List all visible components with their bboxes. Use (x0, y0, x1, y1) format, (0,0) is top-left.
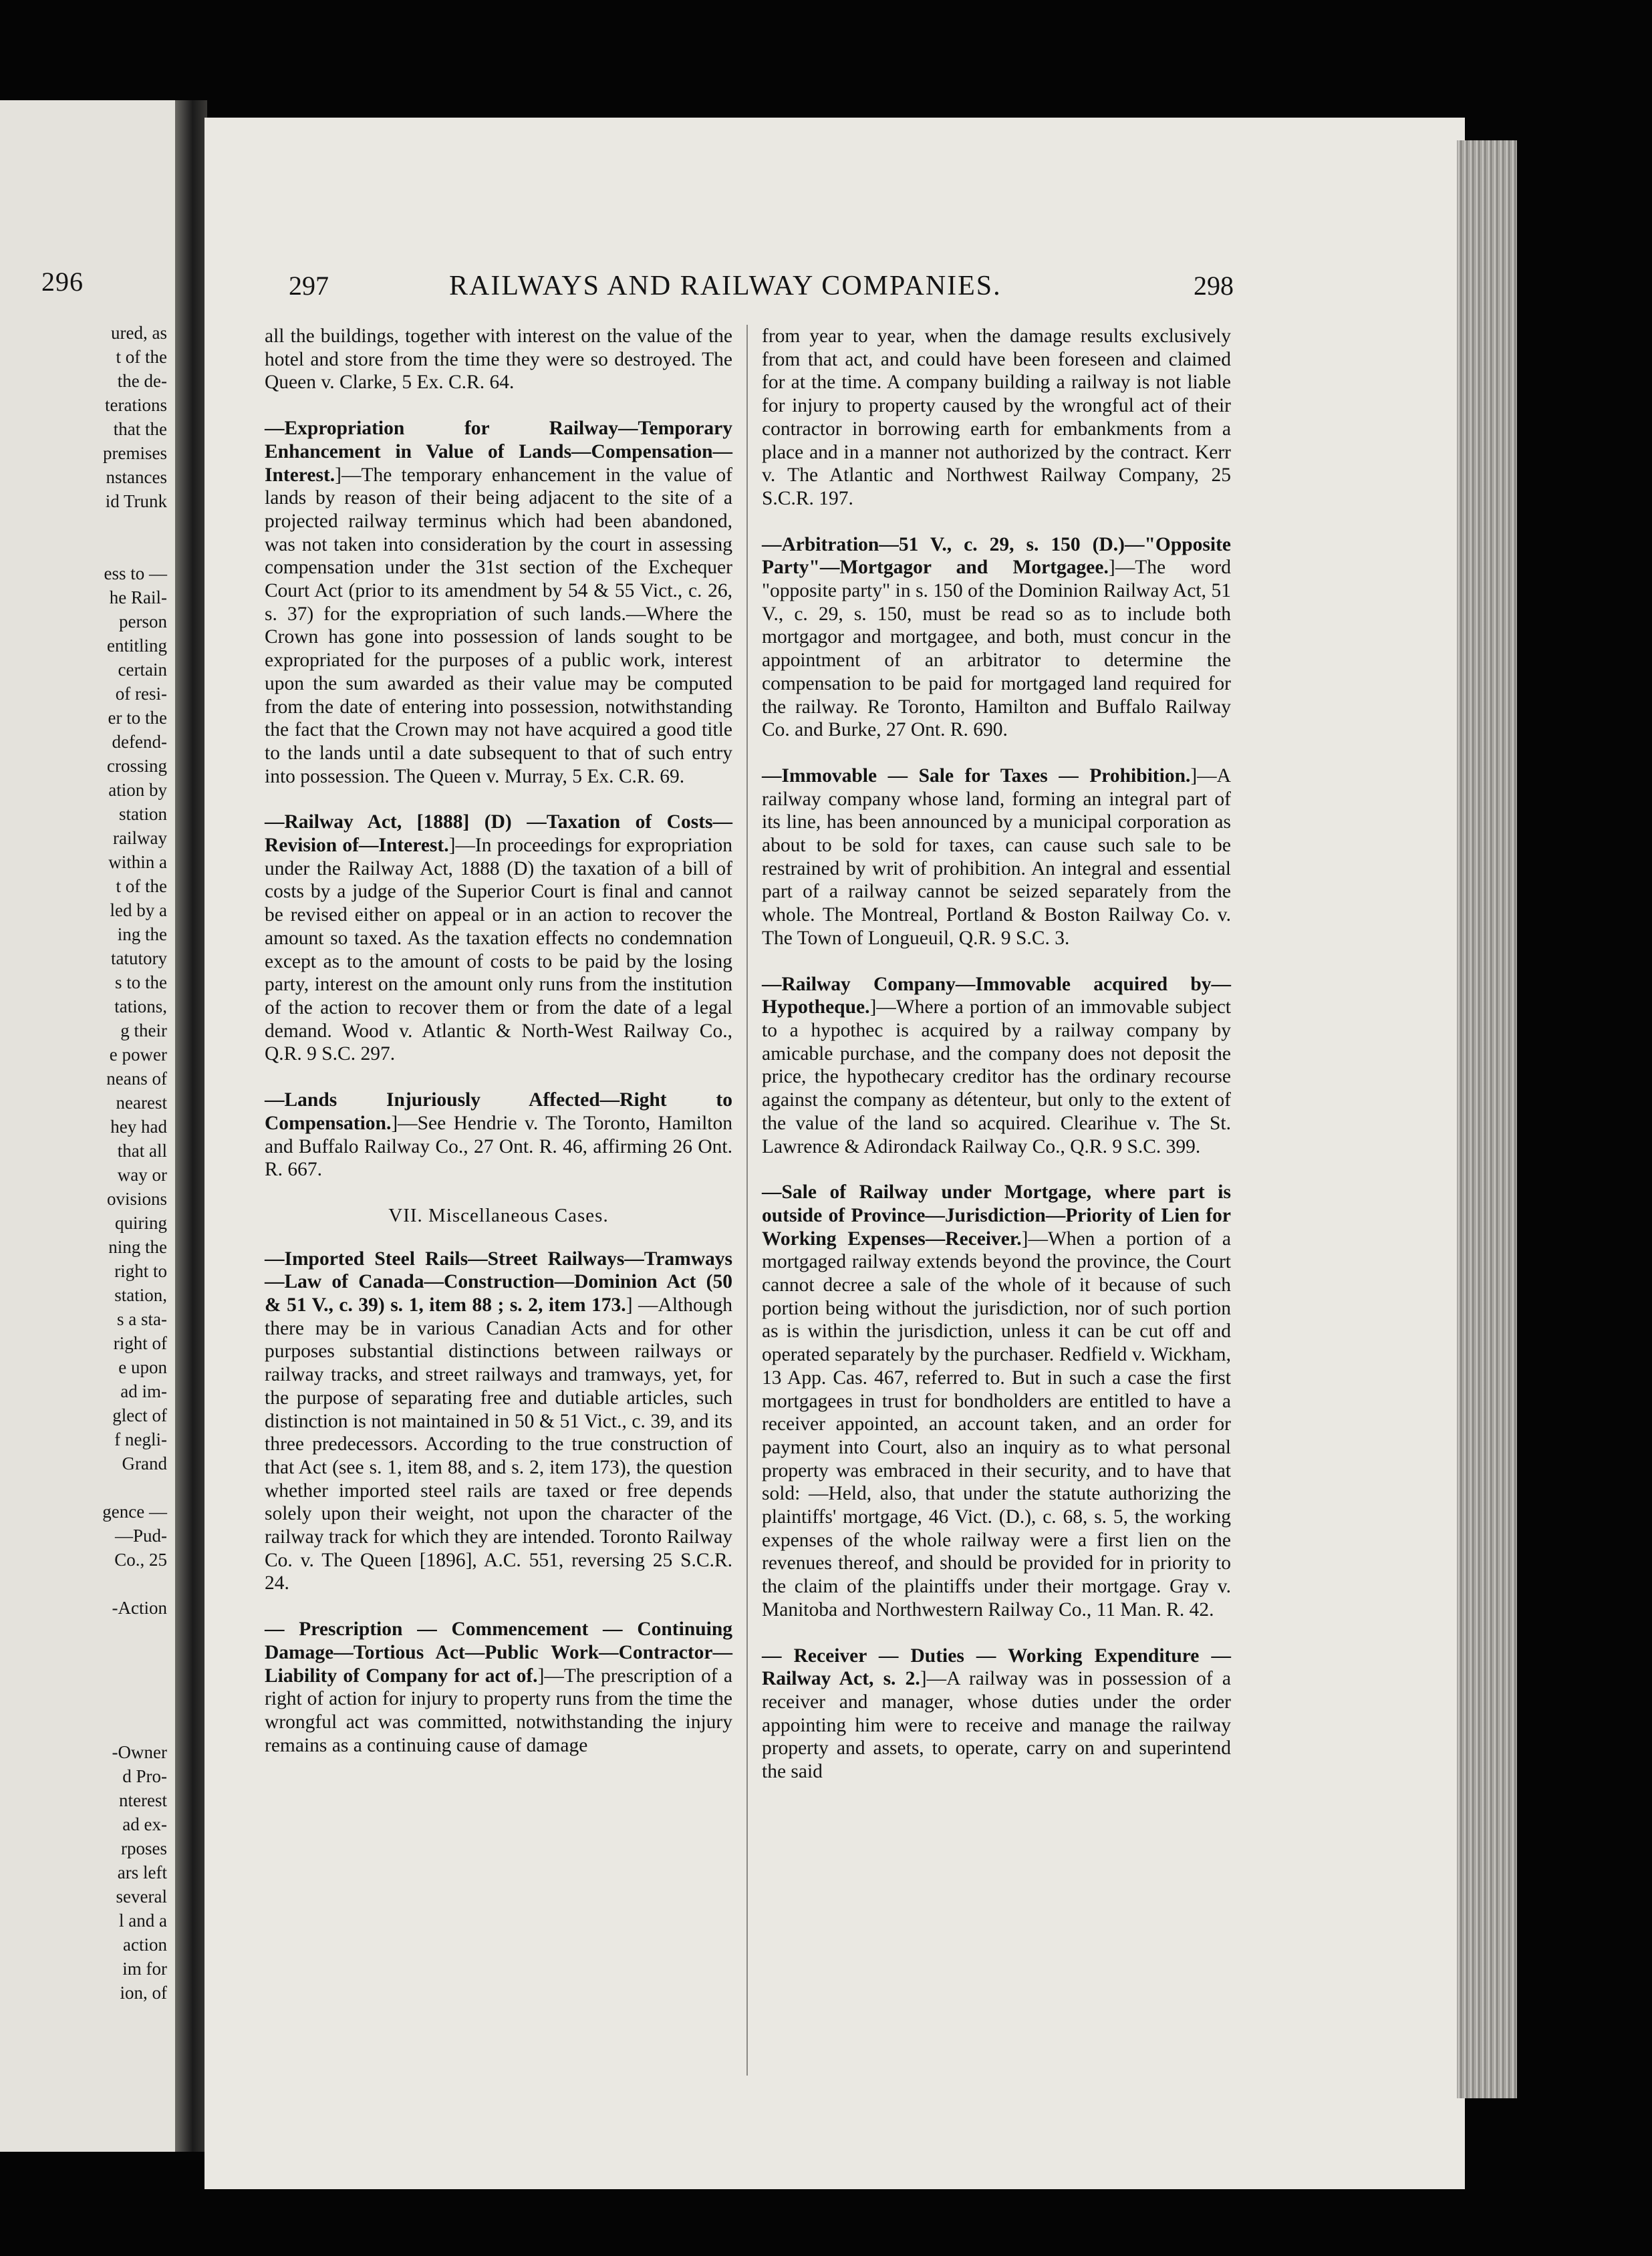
previous-page-line: that all (117, 1141, 167, 1161)
case-heading: —Sale of Railway under Mortgage, where part is outside of Province—Jurisdiction—Priority of Lien for Working Expenses—Receiver. (762, 1181, 1231, 1250)
previous-page-line: l and a (119, 1911, 167, 1931)
case-body: ]—A railway company whose land, forming an integral part of its line, has been announced by a municipal corporation as about to be sold for taxes, can cause such sale to be restrained by writ of prohibition. An integral and essential part of a railway cannot be seized separately from the whole. The Montreal, Portland & Boston Railway Co. v. The Town of Longueuil, Q.R. 9 S.C. 3. (762, 764, 1231, 949)
previous-page-line: s to the (115, 972, 167, 992)
previous-page-line: right to (114, 1261, 167, 1281)
case-entry (762, 1181, 1231, 1621)
case-heading: — Prescription — Commencement — Continuing Damage—Tortious Act—Public Work—Contractor—Liability of Company for act of. (265, 1618, 732, 1687)
previous-page-line: im for (122, 1959, 167, 1979)
paragraph-text: from year to year, when the damage results exclusively from that act, and could have been foreseen and claimed for at the time. A company building a railway is not liable for injury to property caused by the wrongful act of their contractor in borrowing earth for embankments from a place and in a manner not authorized by the contract. Kerr v. The Atlantic and Northwest Railway Company, 25 S.C.R. 197. (762, 325, 1231, 509)
previous-page-line: rposes (121, 1838, 167, 1858)
case-body: ]—The word "opposite party" in s. 150 of the Dominion Railway Act, 51 V., c. 29, s. 150, must be read so as to include both mortgagor and mortgagee, and both, must concur in the appointment of an arbitrator to determine the compensation to be paid for mortgaged land required for the railway. Re Toronto, Hamilton and Buffalo Railway Co. and Burke, 27 Ont. R. 690. (762, 557, 1231, 741)
case-heading: —Immovable — Sale for Taxes — Prohibition. (762, 764, 1191, 787)
previous-page-line: crossing (107, 756, 167, 776)
previous-page-line: nearest (116, 1093, 167, 1113)
page-number-right: 298 (1194, 271, 1234, 301)
previous-page-line: ion, of (120, 1983, 167, 2003)
case-heading: —Imported Steel Rails—Street Railways—Tramways—Law of Canada—Construction—Dominion Act (50 & 51 V., c. 39) s. 1, item 88 ; s. 2, item 173. (265, 1248, 732, 1316)
previous-page-line: defend- (112, 732, 167, 752)
case-entry (265, 811, 732, 1066)
previous-page-line: f negli- (114, 1429, 167, 1449)
previous-page-line: neans of (106, 1069, 167, 1089)
previous-page-line: ing the (117, 924, 167, 944)
case-heading: — Receiver — Duties — Working Expenditure — Railway Act, s. 2. (762, 1645, 1231, 1690)
case-entry (265, 1089, 732, 1181)
case-body: ]—The prescription of a right of action for injury to property runs from the time the wrongful act was committed, notwithstanding the injury remains as a continuing cause of damage (265, 1665, 732, 1756)
previous-page-line: hey had (110, 1117, 167, 1137)
case-entry (265, 417, 732, 788)
previous-page-line: action (123, 1935, 167, 1955)
previous-page-line: t of the (116, 347, 167, 367)
previous-page-line: of resi- (115, 684, 167, 704)
previous-page-line: id Trunk (105, 491, 167, 511)
previous-page-line: e power (109, 1044, 167, 1065)
case-entry (265, 1248, 732, 1596)
left-text-column (265, 325, 732, 1780)
previous-page-line: ars left (117, 1862, 167, 1882)
previous-page-line: Co., 25 (114, 1550, 167, 1570)
previous-page-fragment (0, 100, 175, 2152)
previous-page-line: railway (113, 828, 167, 848)
right-text-column (762, 325, 1231, 1806)
previous-page-line: nterest (119, 1790, 167, 1810)
section-heading: VII. Miscellaneous Cases. (388, 1204, 609, 1226)
case-body: ]—When a portion of a mortgaged railway extends beyond the province, the Court cannot decree a sale of the whole of it because of such portion being without the jurisdiction, nor of such portion as is within the jurisdiction, unless it can be cut off and operated separately by the purchaser. Redfield v. Wickham, 13 App. Cas. 467, referred to. But in such a case the first mortgagees in trust for bondholders are entitled to have a receiver appointed, an account taken, and an order for payment into Court, also an inquiry as to what personal property was embraced in their security, and to have that sold: —Held, also, that under the statute authorizing the plaintiffs' mortgage, 46 Vict. (D.), c. 68, s. 5, the working expenses of the whole railway were a first lien on the revenues thereof, and should be provided for in priority to the claim of the plaintiffs under their mortgage. Gray v. Manitoba and Northwestern Railway Co., 11 Man. R. 42. (762, 1228, 1231, 1620)
previous-page-line: ning the (108, 1237, 167, 1257)
case-heading: —Expropriation for Railway—Temporary Enhancement in Value of Lands—Compensation—Interest. (265, 418, 732, 486)
previous-page-line: that the (113, 419, 167, 439)
case-body: ]—In proceedings for expropriation under the Railway Act, 1888 (D) the taxation of a bill of costs by a judge of the Superior Court is final and cannot be revised either on appeal or in an action to recover the amount so taxed. As the taxation effects no condemnation except as to the amount of costs to be paid by the losing party, interest on the amount only runs from the institution of the action to recover them or from the date of a legal demand. Wood v. Atlantic & North-West Railway Co., Q.R. 9 S.C. 297. (265, 835, 733, 1065)
paragraph (762, 325, 1231, 511)
previous-page-line: right of (113, 1333, 167, 1353)
case-entry (265, 1618, 732, 1757)
case-heading: —Railway Company—Immovable acquired by—Hypotheque. (762, 973, 1231, 1018)
previous-page-line: way or (117, 1165, 167, 1185)
previous-page-line: station, (114, 1285, 167, 1305)
running-title: RAILWAYS AND RAILWAY COMPANIES. (449, 271, 1002, 301)
previous-page-line: g their (120, 1020, 167, 1040)
case-body: ]—A railway was in possession of a receiver and manager, whose duties under the order appointing him were to receive and manage the railway property and assets, to operate, carry on and superintend the said (762, 1668, 1231, 1783)
previous-page-line: led by a (110, 900, 167, 920)
page-edges (1457, 140, 1517, 2098)
previous-page-line: several (116, 1886, 167, 1907)
previous-page-line: ess to — (104, 563, 167, 583)
page-number-left: 297 (289, 271, 329, 301)
previous-page-line: terations (105, 395, 167, 415)
case-entry (762, 764, 1231, 950)
previous-page-line: quiring (115, 1213, 167, 1233)
previous-page-line: nstances (106, 467, 167, 487)
previous-page-line: Grand (122, 1453, 167, 1473)
previous-page-line: station (119, 804, 167, 824)
previous-page-line: certain (118, 660, 167, 680)
previous-page-line: ad im- (120, 1381, 167, 1401)
previous-page-line: t of the (116, 876, 167, 896)
previous-page-line: entitling (107, 636, 167, 656)
case-body: ] —Although there may be in various Canadian Acts and for other purposes substantial distinctions between railways or railway tracks, and street railways and tramways, yet, for the purpose of separating free and dutiable articles, such distinction is not maintained in 50 & 51 Vict., c. 39, and its three predecessors. According to the true construction of that Act (see s. 1, item 88, and s. 2, item 173), the question whether imported steel rails are taxed or free depends solely upon their weight, not upon the character of the railway track for which they are intended. Toronto Railway Co. v. The Queen [1896], A.C. 551, reversing 25 S.C.R. 24. (265, 1294, 732, 1594)
previous-page-line: —Pud- (114, 1526, 167, 1546)
previous-page-line: he Rail- (109, 587, 167, 607)
column-divider (746, 325, 748, 2076)
previous-page-line: er to the (108, 708, 167, 728)
previous-page-line: tations, (114, 996, 167, 1016)
case-entry (762, 973, 1231, 1159)
previous-page-line: ovisions (106, 1189, 167, 1209)
previous-page-line: tatutory (111, 948, 167, 968)
previous-page-line: person (119, 611, 167, 631)
case-body: ]—Where a portion of an immovable subject to a hypothec is acquired by a railway company by amicable purchase, and the company does not deposit the price, the hypothecary creditor has the ordinary recourse against the company as détenteur, but only to the extent of the value of the land so acquired. Clearihue v. The St. Lawrence & Adirondack Railway Co., Q.R. 9 S.C. 399. (762, 996, 1231, 1157)
paragraph (265, 325, 732, 394)
previous-page-line: ured, as (111, 323, 167, 343)
previous-page-line: gence — (102, 1502, 167, 1522)
previous-page-line: glect of (112, 1405, 167, 1425)
previous-page-line: e upon (118, 1357, 167, 1377)
case-body: ]—The temporary enhancement in the value of lands by reason of their being adjacent to the site of a projected railway terminus which had been abandoned, was not taken into consideration by the court in assessing compensation under the 31st section of the Exchequer Court Act (prior to its amendment by 54 & 55 Vict., c. 26, s. 37) for the expropriation of such lands.—Where the Crown has gone into possession of lands sought to be expropriated for the purposes of a public work, interest upon the sum awarded as their value may be computed from the date of entering into possession, notwithstanding the fact that the Crown may not have acquired a good title to the lands until a date subsequent to that of such entry into possession. The Queen v. Murray, 5 Ex. C.R. 69. (265, 464, 732, 787)
case-entry (762, 1645, 1231, 1784)
previous-page-number: 296 (41, 267, 84, 297)
previous-page-line: the de- (117, 371, 167, 391)
previous-page-line: d Pro- (122, 1766, 167, 1786)
case-entry (762, 533, 1231, 742)
previous-page-line: within a (108, 852, 167, 872)
book-spine-gutter (175, 100, 207, 2152)
previous-page-line: -Owner (112, 1742, 167, 1762)
previous-page-line: -Action (112, 1598, 167, 1618)
case-heading: —Railway Act, [1888] (D) —Taxation of Costs—Revision of—Interest. (265, 811, 732, 857)
case-heading: —Lands Injuriously Affected—Right to Compensation. (265, 1089, 732, 1134)
case-heading: —Arbitration—51 V., c. 29, s. 150 (D.)—"Opposite Party"—Mortgagor and Mortgagee. (762, 533, 1231, 579)
previous-page-line: s a sta- (117, 1309, 167, 1329)
case-body: ]—See Hendrie v. The Toronto, Hamilton and Buffalo Railway Co., 27 Ont. R. 46, affirming 26 Ont. R. 667. (265, 1112, 732, 1181)
previous-page-line: ad ex- (122, 1814, 167, 1834)
previous-page-line: premises (103, 443, 167, 463)
paragraph-text: all the buildings, together with interest on the value of the hotel and store from the time they were so destroyed. The Queen v. Clarke, 5 Ex. C.R. 64. (265, 325, 732, 394)
previous-page-line: ation by (108, 780, 167, 800)
